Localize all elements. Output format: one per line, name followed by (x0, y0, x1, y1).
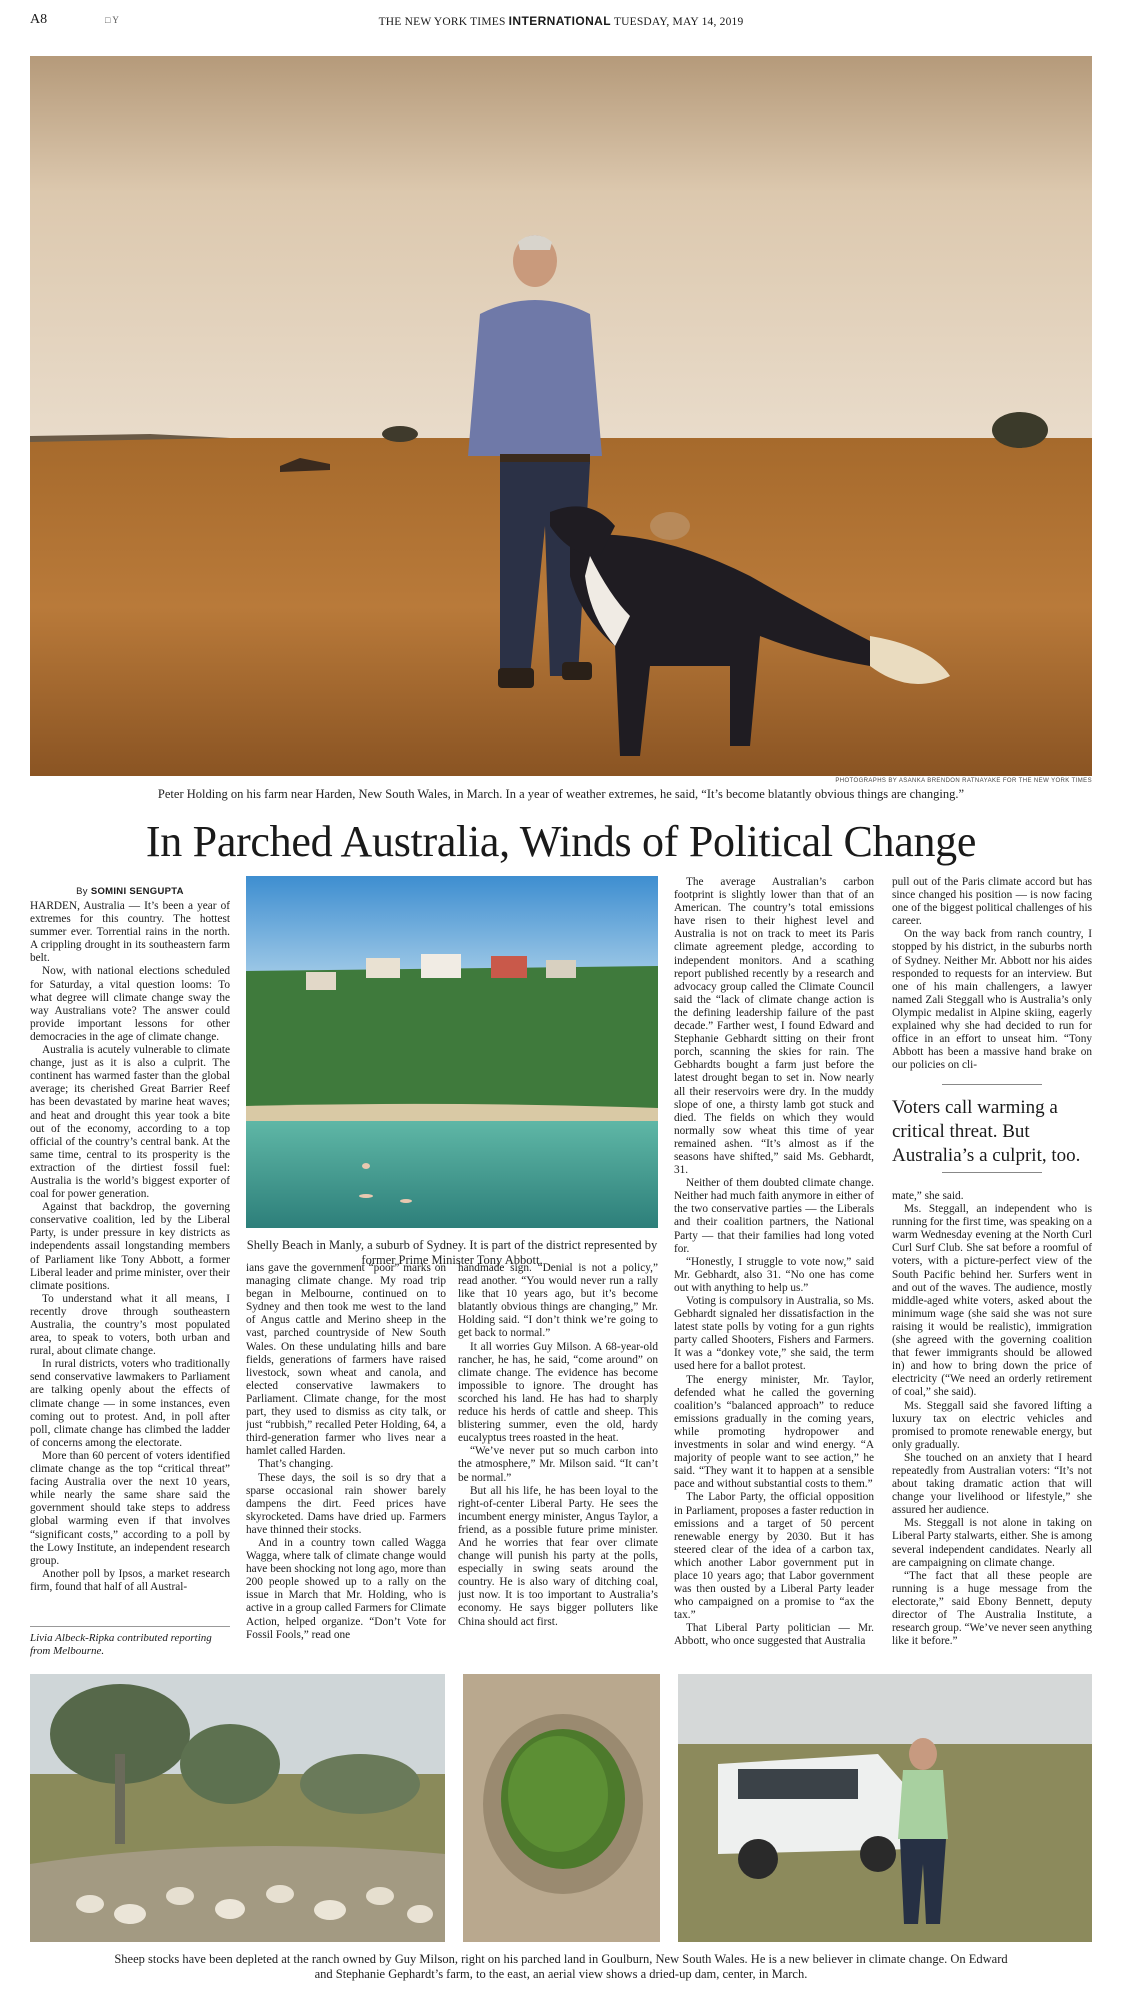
photo-credit: PHOTOGRAPHS BY ASANKA BRENDON RATNAYAKE FOR THE NEW YORK TIMES (835, 778, 1092, 784)
paragraph: Australia is acutely vulnerable to climate change, just as it is also a culprit. The continent has warmed faster than the global average; its cherished Great Barrier Reef has been devastated by marine heat waves; and heat and drought this year took a bite out of the economy, according to a top official of the country’s central bank. At the same time, central to its prosperity is the extraction of the dirtiest fossil fuel: Australia is the world’s biggest exporter of coal for power generation. (30, 1044, 230, 1201)
bottom-photos-caption: Sheep stocks have been depleted at the ranch owned by Guy Milson, right on his parched land in Goulburn, New South Wales. He is a new believer in climate change. On Edward and Stephanie Gephardt’s farm, to the east, an aerial view shows a dried-up dam, center, in March. (114, 1952, 1008, 1981)
paragraph: Voting is compulsory in Australia, so Ms. Gebhardt signaled her dissatisfaction in the latest state polls by voting for a gun rights party called Shooters, Fishers and Farmers. It was a “donkey vote,” she said, the term used here for a ballot protest. (674, 1295, 874, 1373)
paragraph: handmade sign. “Denial is not a policy,” read another. “You would never run a rally like that 10 years ago, but it’s become blatantly obvious things are changing,” Mr. Holding said. “I don’t think we’re going to get back to normal.” (458, 1262, 658, 1340)
paragraph: But all his life, he has been loyal to the right-of-center Liberal Party. He sees the incumbent energy minister, Angus Taylor, a friend, as a possible future prime minister. And he worries that fear over climate change will punish his party at the polls, especially in swing seats around the country. He is also wary of ditching coal, just now. It is too important to Australia’s economy. He says bigger polluters like China should act first. (458, 1484, 658, 1628)
paper-name: THE NEW YORK TIMES (378, 16, 506, 28)
pullquote-rule-bottom (942, 1172, 1042, 1173)
paragraph: Another poll by Ipsos, a market research firm, found that half of all Austral- (30, 1567, 230, 1593)
byline (30, 886, 230, 897)
byline-prefix: By (76, 886, 88, 897)
paragraph: “The fact that all these people are running is a huge message from the electorate,” said Ebony Bennett, deputy director of The Australia Institute, a research group. “We’ve never seen anything like it before.” (892, 1569, 1092, 1648)
pullquote-rule-top (942, 1084, 1042, 1085)
paragraph: To understand what it all means, I recently drove through southeastern Australia, the country’s most populated area, to speak to voters, both urban and rural, about climate change. (30, 1292, 230, 1358)
paragraph: On the way back from ranch country, I stopped by his district, in the suburbs north of Sydney. Neither Mr. Abbott nor his aides responded to requests for an interview. But one of his main challengers, a lawyer named Zali Steggall who is Australia’s only Olympic medalist in Alpine skiing, eagerly explained why she had decided to run for office in an effort to unseat him. “Tony Abbott has been a massive hand brake on our policies on cli- (892, 928, 1092, 1072)
page-number: A8 (30, 12, 48, 27)
paragraph: It all worries Guy Milson. A 68-year-old rancher, he has, he said, “come around” on climate change. The evidence has become impossible to ignore. The drought has scorched his land. He has had to sharply reduce his herds of cattle and sheep. This blistering summer, even the old, hardy eucalyptus trees roasted in the heat. (458, 1340, 658, 1445)
paragraph: Against that backdrop, the governing conservative coalition, led by the Liberal Party, is under pressure in key districts as independents assail longstanding members of Parliament like Tony Abbott, a former Liberal leader and prime minister, over their climate positions. (30, 1201, 230, 1292)
article-column-1 (30, 900, 230, 1620)
bottom-photo-dried-dam (463, 1674, 660, 1942)
paragraph: Ms. Steggall is not alone in taking on Liberal Party stalwarts, either. She is among several independent candidates. Nearly all are campaigning on climate change. (892, 1517, 1092, 1569)
headline: In Parched Australia, Winds of Political Change (145, 817, 977, 866)
inline-photo-shelly-beach (246, 876, 658, 1228)
paragraph: That Liberal Party politician — Mr. Abbott, who once suggested that Australia (674, 1622, 874, 1648)
paragraph: She touched on an anxiety that I heard repeatedly from Australian voters: “It’s not about taking dramatic action that will change your livelihood or lifestyle,” she assured her audience. (892, 1451, 1092, 1517)
article-column-5-bottom (892, 1190, 1092, 1658)
paragraph: mate,” she said. (892, 1190, 964, 1202)
issue-date: TUESDAY, MAY 14, 2019 (613, 16, 744, 28)
paragraph: These days, the soil is so dry that a sparse occasional rain shower barely dampens the dirt. Feed prices have skyrocketed. Dams have dried up. Farmers have thinned their stocks. (246, 1471, 446, 1536)
paragraph: HARDEN, Australia — It’s been a year of extremes for this country. The hottest summer ever. Torrential rains in the north. A crippling drought in its southeastern farm belt. (30, 900, 230, 965)
article-column-2 (246, 1262, 446, 1658)
paragraph: And in a country town called Wagga Wagga, where talk of climate change would have been shocking not long ago, more than 200 people showed up to a rally on the issue in March that Mr. Holding, who is active in a group called Farmers for Climate Action, helped organize. “Don’t Vote for Fossil Fools,” read one (246, 1536, 446, 1641)
bottom-photo-farmer-truck (678, 1674, 1092, 1942)
article-column-5-top (892, 876, 1092, 1088)
inline-photo-caption: Shelly Beach in Manly, a suburb of Sydney. It is part of the district represented by former Prime Minister Tony Abbott. (246, 1238, 658, 1267)
lead-photo-farmer-with-dog (30, 56, 1092, 776)
paragraph: pull out of the Paris climate accord but has since changed his position — is now facing one of the biggest political challenges of his career. (892, 876, 1092, 928)
paragraph: In rural districts, voters who traditionally send conservative lawmakers to Parliament are talking openly about the effects of climate change — in some instances, even coming out to protest. And, in poll after poll, climate change has climbed the ladder of concerns among the electorate. (30, 1358, 230, 1449)
contributor-note: Livia Albeck-Ripka contributed reporting from Melbourne. (30, 1626, 230, 1658)
edition-mark: □ Y (105, 15, 119, 25)
paragraph: The energy minister, Mr. Taylor, defended what he called the governing coalition’s “balanced approach” to reduce emissions gradually in the coming years, while promoting hydropower and investments in solar and wind energy. “A majority of people want to see action,” he said. “They want it to happen at a sensible pace and without substantial costs to them.” (674, 1373, 874, 1491)
paragraph: ians gave the government “poor” marks on managing climate change. My road trip began in Melbourne, continued on to Sydney and then took me west to the land of Angus cattle and Merino sheep in the vast, parched countryside of New South Wales. On these undulating hills and bare fields, generations of farmers have raised livestock, sown wheat and canola, and elected conservative lawmakers to Parliament. Climate change, for the most part, they used to dismiss as city talk, or just “rubbish,” recalled Peter Holding, 64, a third-generation farmer who lives near a hamlet called Harden. (246, 1262, 446, 1458)
paragraph: “We’ve never put so much carbon into the atmosphere,” Mr. Milson said. “It can’t be normal.” (458, 1445, 658, 1484)
paragraph: More than 60 percent of voters identified climate change as the top “critical threat” facing Australia over the next 10 years, while nearly the same share said the government should take steps to address global warming even if that involves “significant costs,” according to a poll by the Lowy Institute, an independent research group. (30, 1449, 230, 1567)
folio-line (0, 14, 1122, 28)
article-column-3 (458, 1262, 658, 1658)
bottom-photo-sheep (30, 1674, 445, 1942)
paragraph: Now, with national elections scheduled for Saturday, a vital question looms: To what degree will climate change sway the way Australians vote? The answer could provide important lessons for other democracies in the age of climate change. (30, 965, 230, 1043)
paragraph: That’s changing. (258, 1458, 334, 1471)
byline-author: SOMINI SENGUPTA (90, 886, 184, 897)
paragraph: Neither of them doubted climate change. Neither had much faith anymore in either of the two conservative parties — the Liberals and their coalition partners, the National Party — that their families had long voted for. (674, 1177, 874, 1255)
paragraph: Ms. Steggall said she favored lifting a luxury tax on electric vehicles and promised to promote renewable energy, but only gradually. (892, 1399, 1092, 1451)
article-column-4 (674, 876, 874, 1658)
paragraph: “Honestly, I struggle to vote now,” said Mr. Gebhardt, also 31. “No one has come out with anything to help us.” (674, 1255, 874, 1294)
paragraph: Ms. Steggall, an independent who is running for the first time, was speaking on a warm Wednesday evening at the North Curl Curl Surf Club. She sat before a roomful of voters, with a picture-perfect view of the South Pacific behind her. Surfers went in and out of the waves. The audience, mostly middle-aged white voters, asked about the minimum wage (she said she was not sure raising it would be realistic), immigration (she agreed with the governing coalition that fewer immigrants should be allowed in) and how to bring down the price of electricity (“We need an orderly retirement of coal,” she said). (892, 1203, 1092, 1399)
paragraph: The Labor Party, the official opposition in Parliament, proposes a faster reduction in emissions and a target of 50 percent renewable energy by 2030. But it has steered clear of the idea of a carbon tax, which another Labor government put in place 10 years ago; that Labor government was then ousted by a Liberal Party leader who campaigned on a promise to “ax the tax.” (674, 1491, 874, 1622)
paragraph: The average Australian’s carbon footprint is slightly lower than that of an American. The country’s total emissions have risen to their highest level and Australia is not on track to meet its Paris climate agreement pledge, according to independent monitors. And a scathing report published recently by a research and advocacy group called the Climate Council said the “lack of climate change action is the defining leadership failure of the past decade.” Farther west, I found Edward and Stephanie Gebhardt sitting on their front porch, scanning the skies for rain. The Gebhardts bought a farm just before the latest drought began to set in. Now nearly all their reservoirs were dry. In the muddy slope of one, a thirsty lamb got stuck and died. The fields on which they would normally sow wheat this time of year remained ashen. “It’s almost as if the seasons have shifted,” said Ms. Gebhardt, 31. (674, 876, 874, 1177)
lead-photo-caption: Peter Holding on his farm near Harden, New South Wales, in March. In a year of weather extremes, he said, “It’s become blatantly obvious things are changing.” (157, 787, 965, 801)
section-name: INTERNATIONAL (508, 14, 611, 28)
pull-quote: Voters call warming a critical threat. But Australia’s a culprit, too. (892, 1097, 1081, 1166)
